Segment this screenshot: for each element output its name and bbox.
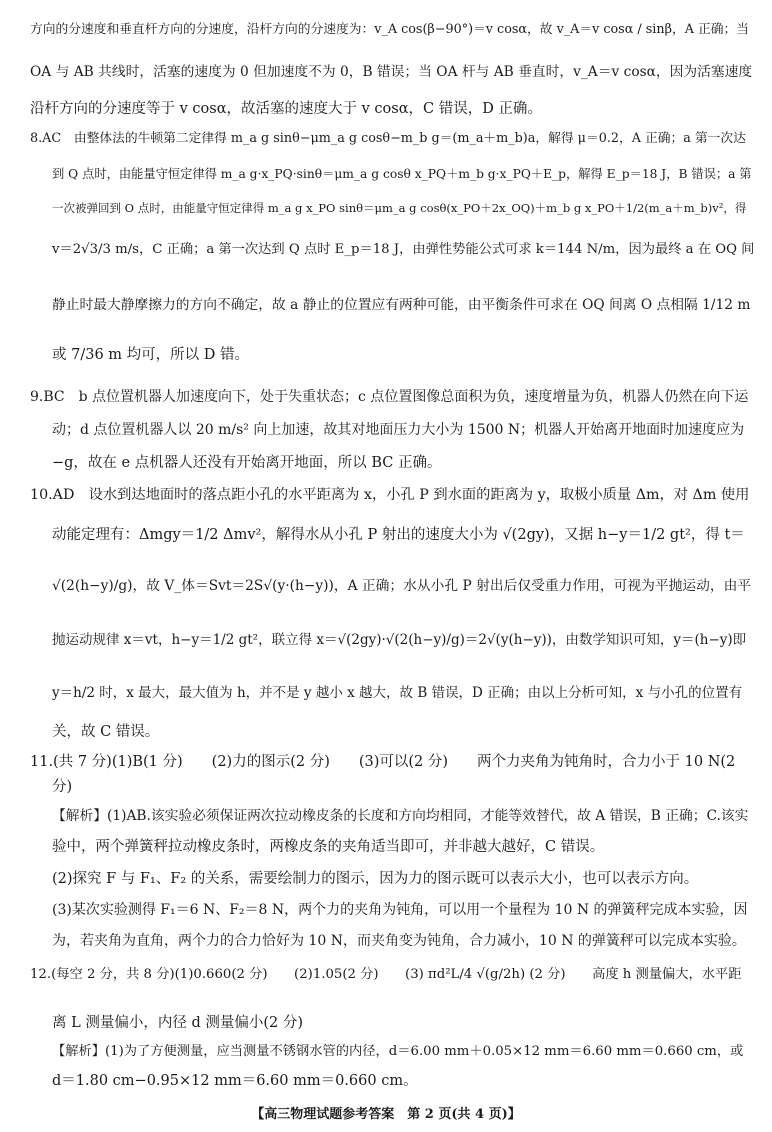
text-line: 动能定理有：Δmgy＝1/2 Δmv²，解得水从小孔 P 射出的速度大小为 √(2gy)，又据 h−y＝1/2 gt²，得 t＝ <box>52 527 745 543</box>
text-line: y＝h/2 时，x 最大，最大值为 h，并不是 y 越小 x 越大，故 B 错误，D 正确；由以上分析可知，x 与小孔的位置有 <box>52 685 743 701</box>
text-line: 11.(共 7 分)(1)B(1 分) (2)力的图示(2 分) (3)可以(2 分) 两个力夹角为钝角时，合力小于 10 N(2 <box>30 754 736 770</box>
text-line: 验中，两个弹簧秤拉动橡皮条时，两橡皮条的夹角适当即可，并非越大越好，C 错误。 <box>52 839 605 855</box>
text-line: v＝2√3/3 m/s，C 正确；a 第一次达到 Q 点时 E_p＝18 J，由弹性势能公式可求 k＝144 N/m，因为最终 a 在 OQ 间 <box>52 242 755 257</box>
text-line: 为，若夹角为直角，两个力的合力恰好为 10 N，而夹角变为钝角，合力减小，10 N 的弹簧秤可以完成本实验。 <box>52 933 746 949</box>
text-line: 离 L 测量偏小，内径 d 测量偏小(2 分) <box>52 1015 303 1031</box>
text-line: √(2(h−y)/g)，故 V_体＝Svt＝2S√(y·(h−y))，A 正确；水从小孔 P 射出后仅受重力作用，可视为平抛运动，由平 <box>52 578 752 594</box>
text-line: 到 Q 点时，由能量守恒定律得 m_a g·x_PQ·sinθ＝μm_a g cosθ x_PQ＋m_b g·x_PQ＋E_p，解得 E_p＝18 J，B 错误；a 第 <box>52 167 752 181</box>
text-line: (3)某次实验测得 F₁＝6 N、F₂＝8 N，两个力的夹角为钝角，可以用一个量程为 10 N 的弹簧秤完成本实验，因 <box>52 902 748 918</box>
text-line: 一次被弹回到 O 点时，由能量守恒定律得 m_a g x_PO sinθ＝μm_a g cosθ(x_PO＋2x_OQ)＋m_b g x_PO＋1/2(m_a＋m_b)v²，得 <box>52 201 747 215</box>
text-line: 沿杆方向的分速度等于 v cosα，故活塞的速度大于 v cosα，C 错误，D 正确。 <box>30 101 542 117</box>
text-line: 【解析】(1)AB.该实验必须保证两次拉动橡皮条的长度和方向均相同，才能等效替代，故 A 错误，B 正确；C.该实 <box>52 808 749 824</box>
text-line: OA 与 AB 共线时，活塞的速度为 0 但加速度不为 0，B 错误；当 OA 杆与 AB 垂直时，v_A＝v cosα，因为活塞速度 <box>30 64 753 80</box>
text-line: 方向的分速度和垂直杆方向的分速度，沿杆方向的分速度为：v_A cos(β−90°)＝v cosα，故 v_A＝v cosα / sinβ，A 正确；当 <box>30 22 749 37</box>
text-line: 分) <box>52 779 73 795</box>
text-line: 静止时最大静摩擦力的方向不确定，故 a 静止的位置应有两种可能，由平衡条件可求在 OQ 间离 O 点相隔 1/12 m <box>52 297 751 313</box>
page-footer: 【高三物理试题参考答案 第 2 页(共 4 页)】 <box>251 1107 521 1122</box>
text-line: 动；d 点位置机器人以 20 m/s² 向上加速，故其对地面压力大小为 1500 N；机器人开始离开地面时加速度应为 <box>52 422 745 438</box>
text-line: 或 7/36 m 均可，所以 D 错。 <box>52 347 249 363</box>
text-line: 【解析】(1)为了方便测量，应当测量不锈钢水管的内径，d＝6.00 mm＋0.05×12 mm＝6.60 mm＝0.660 cm，或 <box>52 1044 744 1059</box>
text-line: (2)探究 F 与 F₁、F₂ 的关系，需要绘制力的图示，因为力的图示既可以表示大小，也可以表示方向。 <box>52 871 699 887</box>
text-line: 8.AC 由整体法的牛顿第二定律得 m_a g sinθ−μm_a g cosθ−m_b g＝(m_a＋m_b)a，解得 μ＝0.2，A 正确；a 第一次达 <box>30 131 746 146</box>
text-line: 12.(每空 2 分，共 8 分)(1)0.660(2 分) (2)1.05(2 分) (3) πd²L/4 √(g/2h) (2 分) 高度 h 测量偏大，水平距 <box>30 967 742 982</box>
text-line: 关，故 C 错误。 <box>52 724 160 740</box>
text-line: 抛运动规律 x＝vt，h−y＝1/2 gt²，联立得 x＝√(2gy)·√(2(h−y)/g)＝2√(y(h−y))，由数学知识可知，y＝(h−y)即 <box>52 632 747 648</box>
text-line: −g，故在 e 点机器人还没有开始离开地面，所以 BC 正确。 <box>52 455 442 471</box>
text-line: 9.BC b 点位置机器人加速度向下，处于失重状态；c 点位置图像总面积为负，速度增量为负，机器人仍然在向下运 <box>30 389 749 405</box>
text-line: d＝1.80 cm−0.95×12 mm＝6.60 mm＝0.660 cm。 <box>52 1073 418 1089</box>
text-line: 10.AD 设水到达地面时的落点距小孔的水平距离为 x，小孔 P 到水面的距离为 y，取极小质量 Δm，对 Δm 使用 <box>30 487 750 503</box>
